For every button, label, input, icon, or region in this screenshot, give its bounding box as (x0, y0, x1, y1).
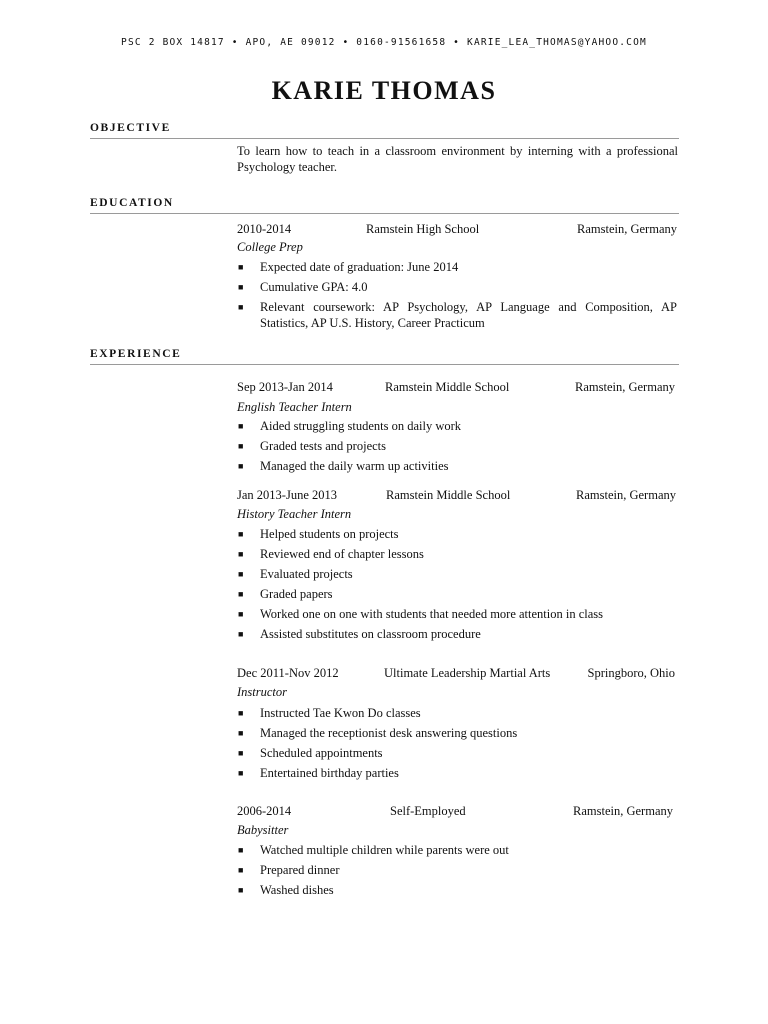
list-item: ■ Reviewed end of chapter lessons (238, 547, 424, 561)
bullet-icon: ■ (238, 589, 244, 599)
objective-heading: OBJECTIVE (90, 122, 171, 134)
list-item: ■ Entertained birthday parties (238, 766, 399, 780)
bullet-icon: ■ (238, 768, 244, 778)
objective-section-heading (90, 122, 679, 139)
bullet-icon: ■ (238, 748, 244, 758)
job-meta-row (237, 487, 677, 504)
list-item: ■ Cumulative GPA: 4.0 (238, 280, 368, 294)
bullet-icon: ■ (238, 302, 244, 312)
bullet-icon: ■ (238, 421, 244, 431)
bullet-icon: ■ (238, 441, 244, 451)
resume-name: KARIE THOMAS (271, 76, 497, 105)
job-employer: Self-Employed (390, 804, 466, 818)
bullet-icon: ■ (238, 609, 244, 619)
experience-heading: EXPERIENCE (90, 348, 182, 360)
education-program: College Prep (237, 240, 303, 254)
bullet-icon: ■ (238, 708, 244, 718)
bullet-icon: ■ (238, 262, 244, 272)
job-employer: Ramstein Middle School (386, 488, 511, 502)
job-employer: Ultimate Leadership Martial Arts (384, 666, 551, 680)
education-section-heading (90, 197, 679, 214)
list-item: ■ Worked one on one with students that needed more attention in class (238, 607, 604, 621)
bullet-icon: ■ (238, 885, 244, 895)
job-bullet-list (237, 418, 677, 474)
job-bullet-list (237, 526, 677, 642)
list-item: ■ Managed the daily warm up activities (238, 459, 449, 473)
education-location: Ramstein, Germany (577, 222, 677, 236)
job-title: English Teacher Intern (237, 400, 352, 414)
list-item: ■ Managed the receptionist desk answering questions (238, 726, 518, 740)
list-item: ■ Graded tests and projects (238, 439, 387, 453)
bullet-icon: ■ (238, 569, 244, 579)
job-dates: Dec 2011-Nov 2012 (237, 666, 339, 680)
experience-section-heading (90, 348, 679, 365)
education-dates: 2010-2014 (237, 222, 292, 236)
education-heading: EDUCATION (90, 197, 174, 209)
job-meta-row (237, 665, 677, 682)
job-location: Ramstein, Germany (576, 488, 676, 502)
list-item: ■ Expected date of graduation: June 2014 (238, 260, 459, 274)
job-dates: Sep 2013-Jan 2014 (237, 380, 333, 394)
education-bullet-list (237, 259, 677, 331)
bullet-icon: ■ (238, 549, 244, 559)
job-meta-row (237, 379, 677, 396)
list-item: ■ Evaluated projects (238, 567, 353, 581)
bullet-icon: ■ (238, 629, 244, 639)
list-item: ■ Washed dishes (238, 883, 334, 897)
bullet-icon: ■ (238, 728, 244, 738)
list-item: ■ Assisted substitutes on classroom procedure (238, 627, 481, 641)
list-item: ■ Instructed Tae Kwon Do classes (238, 706, 421, 720)
list-item: ■ Scheduled appointments (238, 746, 383, 760)
contact-info: PSC 2 BOX 14817 • APO, AE 09012 • 0160-91561658 • KARIE_LEA_THOMAS@YAHOO.COM (121, 37, 647, 48)
objective-text: To learn how to teach in a classroom environment by interning with a professional Psychology teacher. (237, 144, 678, 174)
list-item: ■ Prepared dinner (238, 863, 340, 877)
education-meta-row (237, 221, 677, 238)
job-title: History Teacher Intern (237, 507, 352, 521)
job-title: Babysitter (237, 823, 289, 837)
list-item: ■ Aided struggling students on daily work (238, 419, 462, 433)
job-location: Ramstein, Germany (573, 804, 673, 818)
job-bullet-list (237, 705, 677, 781)
job-meta-row (237, 803, 677, 820)
list-item: ■ Relevant coursework: AP Psychology, AP Language and Composition, AP Statistics, AP U.S. History, Career Practicum (238, 300, 677, 330)
job-location: Ramstein, Germany (575, 380, 675, 394)
bullet-icon: ■ (238, 865, 244, 875)
bullet-icon: ■ (238, 529, 244, 539)
bullet-icon: ■ (238, 845, 244, 855)
list-item: ■ Watched multiple children while parents were out (238, 843, 509, 857)
education-school: Ramstein High School (366, 222, 480, 236)
list-item: ■ Graded papers (238, 587, 333, 601)
bullet-icon: ■ (238, 282, 244, 292)
job-employer: Ramstein Middle School (385, 380, 510, 394)
job-title: Instructor (237, 685, 287, 699)
job-dates: 2006-2014 (237, 804, 292, 818)
job-dates: Jan 2013-June 2013 (237, 488, 337, 502)
job-bullet-list (237, 842, 677, 898)
list-item: ■ Helped students on projects (238, 527, 399, 541)
bullet-icon: ■ (238, 461, 244, 471)
job-location: Springboro, Ohio (587, 666, 675, 680)
